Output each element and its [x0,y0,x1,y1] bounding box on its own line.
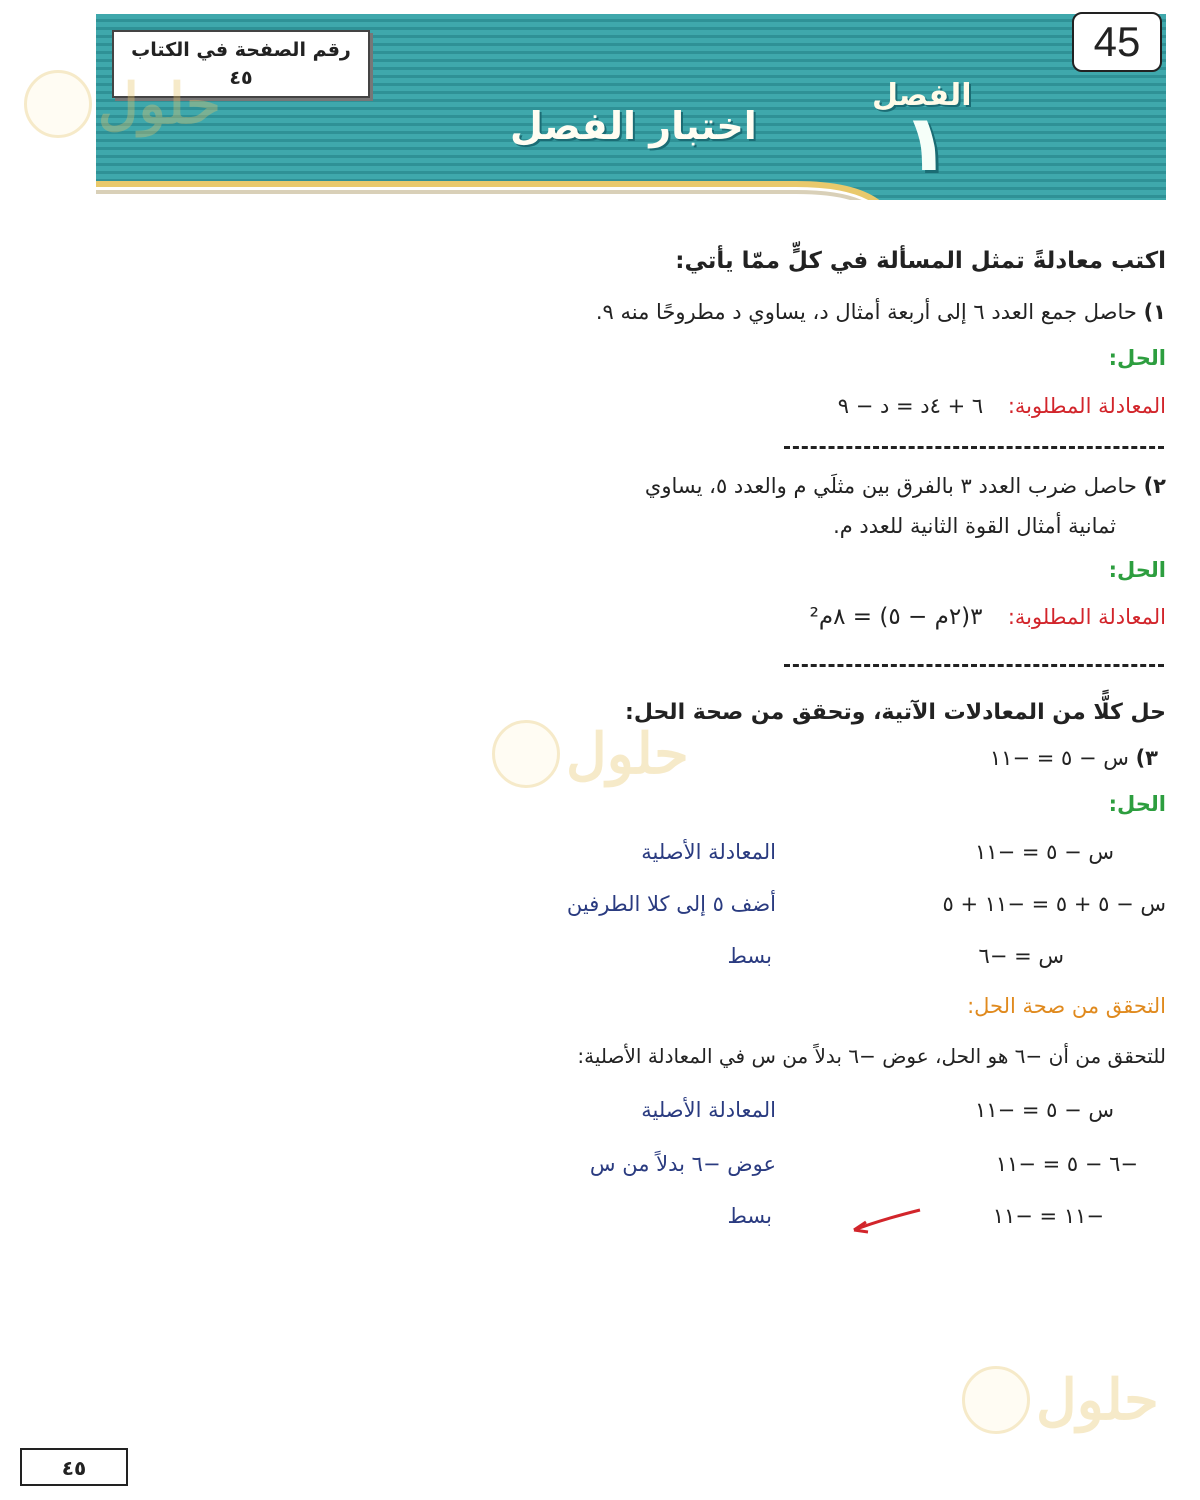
step-note: بسط [727,944,772,968]
watermark-text: حلول [1036,1367,1159,1433]
step-equation: س − ٥ = −١١ [975,840,1114,864]
chapter-label: الفصل [872,78,972,113]
section1-instruction: اكتب معادلةً تمثل المسألة في كلٍّ ممّا يأتي: [675,248,1166,274]
q2-equation-label: المعادلة المطلوبة: [1007,605,1166,629]
watermark-text: حلول [98,71,221,137]
q1-text-line [596,300,1166,324]
q1-solution-label: الحل: [1108,346,1166,370]
watermark-book-icon [492,720,560,788]
page-number-box [1072,12,1162,72]
check-step-equation: س − ٥ = −١١ [975,1098,1114,1122]
watermark [962,1366,1159,1434]
q2-number: ٢) [1143,474,1166,498]
watermark-book-icon [962,1366,1030,1434]
q3-problem-line [990,746,1158,770]
watermark [24,70,221,138]
step-note: أضف ٥ إلى كلا الطرفين [566,892,776,916]
q2-solution-label: الحل: [1108,558,1166,582]
chapter-title: اختبار الفصل [510,104,757,148]
q2-text-line [645,474,1166,498]
section2-instruction: حل كلًّا من المعادلات الآتية، وتحقق من صحة الحل: [625,700,1166,725]
step-equation: س = −٦ [978,944,1064,968]
watermark-book-icon [24,70,92,138]
divider [784,446,1164,449]
q1-equation-line [838,394,1166,418]
q2-equation: ٣(٢م − ٥) = ٨م² [809,604,983,630]
check-step-note: المعادلة الأصلية [641,1098,776,1122]
q1-equation-label: المعادلة المطلوبة: [1007,394,1166,418]
q2-text-line1: حاصل ضرب العدد ٣ بالفرق بين مثلَي م والعدد ٥، يساوي [644,474,1137,498]
q3-solution-label: الحل: [1108,792,1166,816]
q1-number: ١) [1143,300,1166,324]
divider [784,664,1164,667]
footer-page-number: ٤٥ [20,1448,128,1486]
q2-text-line2: ثمانية أمثال القوة الثانية للعدد م. [833,514,1116,538]
q3-number: ٣) [1135,746,1158,770]
step-equation: س − ٥ + ٥ = −١١ + ٥ [942,892,1166,916]
check-label: التحقق من صحة الحل: [967,994,1166,1018]
page-number: 45 [1093,18,1141,65]
watermark-text: حلول [566,721,689,787]
q1-text: حاصل جمع العدد ٦ إلى أربعة أمثال د، يساوي د مطروحًا منه ٩. [595,300,1137,324]
book-page-reference-value: ٤٥ [229,67,253,89]
check-step-equation: −٦ − ٥ = −١١ [995,1152,1138,1176]
check-step-equation: −١١ = −١١ [992,1204,1104,1228]
check-step-note: عوض −٦ بدلاً من س [589,1152,776,1176]
q2-equation-line [810,604,1166,630]
q3-equation: س − ٥ = −١١ [989,746,1129,770]
q1-equation: ٦ + ٤د = د − ٩ [837,394,984,418]
check-step-note: بسط [727,1204,772,1228]
check-text: للتحقق من أن −٦ هو الحل، عوض −٦ بدلاً من س في المعادلة الأصلية: [577,1044,1166,1068]
chapter-number: ١ [902,99,950,189]
checkmark-icon [850,1204,926,1238]
book-page-reference-label: رقم الصفحة في الكتاب [131,39,351,61]
watermark [492,720,689,788]
step-note: المعادلة الأصلية [641,840,776,864]
